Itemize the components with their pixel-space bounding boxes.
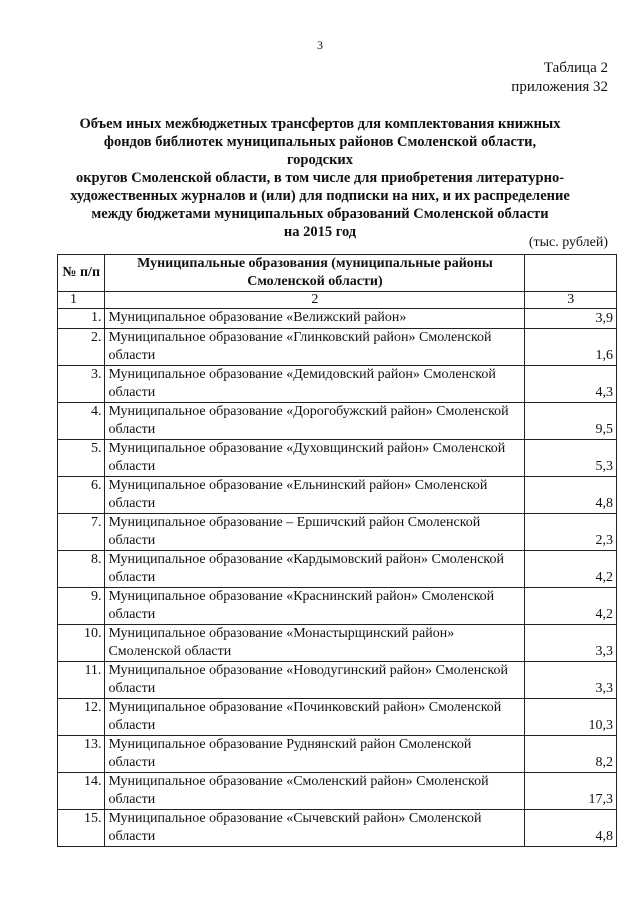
reference-table-label: Таблица 2 <box>543 60 608 76</box>
row-number: 7. <box>58 514 105 551</box>
table-row <box>58 366 617 403</box>
title-line: между бюджетами муниципальных образований Смоленской области <box>91 206 549 222</box>
row-amount: 3,3 <box>525 662 617 699</box>
row-amount: 10,3 <box>525 699 617 736</box>
row-municipality: Муниципальное образование «Новодугинский район» Смоленской области <box>105 662 525 699</box>
row-number: 9. <box>58 588 105 625</box>
row-number: 2. <box>58 329 105 366</box>
header-amount <box>525 255 617 292</box>
row-municipality: Муниципальное образование «Монастырщинский район» Смоленской области <box>105 625 525 662</box>
row-amount: 4,2 <box>525 588 617 625</box>
row-municipality: Муниципальное образование «Демидовский район» Смоленской области <box>105 366 525 403</box>
table-row <box>58 773 617 810</box>
table-reference <box>511 59 608 97</box>
row-number: 14. <box>58 773 105 810</box>
table-row <box>58 662 617 699</box>
row-municipality: Муниципальное образование – Ершичский район Смоленской области <box>105 514 525 551</box>
row-amount: 1,6 <box>525 329 617 366</box>
row-amount: 17,3 <box>525 773 617 810</box>
table-row <box>58 329 617 366</box>
row-municipality: Муниципальное образование «Велижский район» <box>105 309 525 329</box>
document-title <box>70 115 570 241</box>
table-row <box>58 699 617 736</box>
row-amount: 8,2 <box>525 736 617 773</box>
row-municipality: Муниципальное образование «Кардымовский район» Смоленской области <box>105 551 525 588</box>
row-number: 10. <box>58 625 105 662</box>
title-line: фондов библиотек муниципальных районов Смоленской области, городских <box>103 134 537 168</box>
row-number: 4. <box>58 403 105 440</box>
table-row <box>58 588 617 625</box>
table-row <box>58 551 617 588</box>
row-number: 6. <box>58 477 105 514</box>
row-amount: 4,8 <box>525 810 617 847</box>
row-municipality: Муниципальное образование «Духовщинский район» Смоленской области <box>105 440 525 477</box>
row-number: 12. <box>58 699 105 736</box>
table-header-row <box>58 255 617 292</box>
reference-appendix-label: приложения 32 <box>511 79 608 95</box>
row-municipality: Муниципальное образование «Смоленский район» Смоленской области <box>105 773 525 810</box>
title-line: округов Смоленской области, в том числе для приобретения литературно- <box>75 170 565 186</box>
row-amount: 9,5 <box>525 403 617 440</box>
row-amount: 4,8 <box>525 477 617 514</box>
row-amount: 3,9 <box>525 309 617 329</box>
row-municipality: Муниципальное образование «Ельнинский район» Смоленской области <box>105 477 525 514</box>
row-municipality: Муниципальное образование Руднянский район Смоленской области <box>105 736 525 773</box>
table-row <box>58 810 617 847</box>
title-line: на 2015 год <box>283 224 357 240</box>
transfers-table <box>57 254 617 847</box>
title-line: Объем иных межбюджетных трансфертов для комплектования книжных <box>79 116 561 132</box>
row-number: 13. <box>58 736 105 773</box>
units-label: (тыс. рублей) <box>528 235 608 250</box>
row-number: 8. <box>58 551 105 588</box>
column-index-row <box>58 292 617 309</box>
header-municipality: Муниципальные образования (муниципальные районы Смоленской области) <box>105 255 525 292</box>
row-number: 1. <box>58 309 105 329</box>
row-number: 3. <box>58 366 105 403</box>
title-line: художественных журналов и (или) для подписки на них, и их распределение <box>70 188 570 204</box>
page-number: 3 <box>317 38 323 52</box>
row-number: 15. <box>58 810 105 847</box>
row-amount: 2,3 <box>525 514 617 551</box>
table-row <box>58 736 617 773</box>
column-index: 2 <box>105 292 525 309</box>
column-index: 1 <box>58 292 105 309</box>
row-municipality: Муниципальное образование «Дорогобужский район» Смоленской области <box>105 403 525 440</box>
table-row <box>58 309 617 329</box>
row-municipality: Муниципальное образование «Починковский район» Смоленской области <box>105 699 525 736</box>
table-row <box>58 403 617 440</box>
header-number: № п/п <box>58 255 105 292</box>
row-amount: 4,2 <box>525 551 617 588</box>
row-amount: 5,3 <box>525 440 617 477</box>
row-municipality: Муниципальное образование «Краснинский район» Смоленской области <box>105 588 525 625</box>
table-body <box>58 309 617 847</box>
row-municipality: Муниципальное образование «Сычевский район» Смоленской области <box>105 810 525 847</box>
table-row <box>58 477 617 514</box>
table-row <box>58 625 617 662</box>
row-number: 11. <box>58 662 105 699</box>
row-amount: 4,3 <box>525 366 617 403</box>
row-amount: 3,3 <box>525 625 617 662</box>
row-number: 5. <box>58 440 105 477</box>
table-row <box>58 440 617 477</box>
table-row <box>58 514 617 551</box>
column-index: 3 <box>525 292 617 309</box>
row-municipality: Муниципальное образование «Глинковский район» Смоленской области <box>105 329 525 366</box>
